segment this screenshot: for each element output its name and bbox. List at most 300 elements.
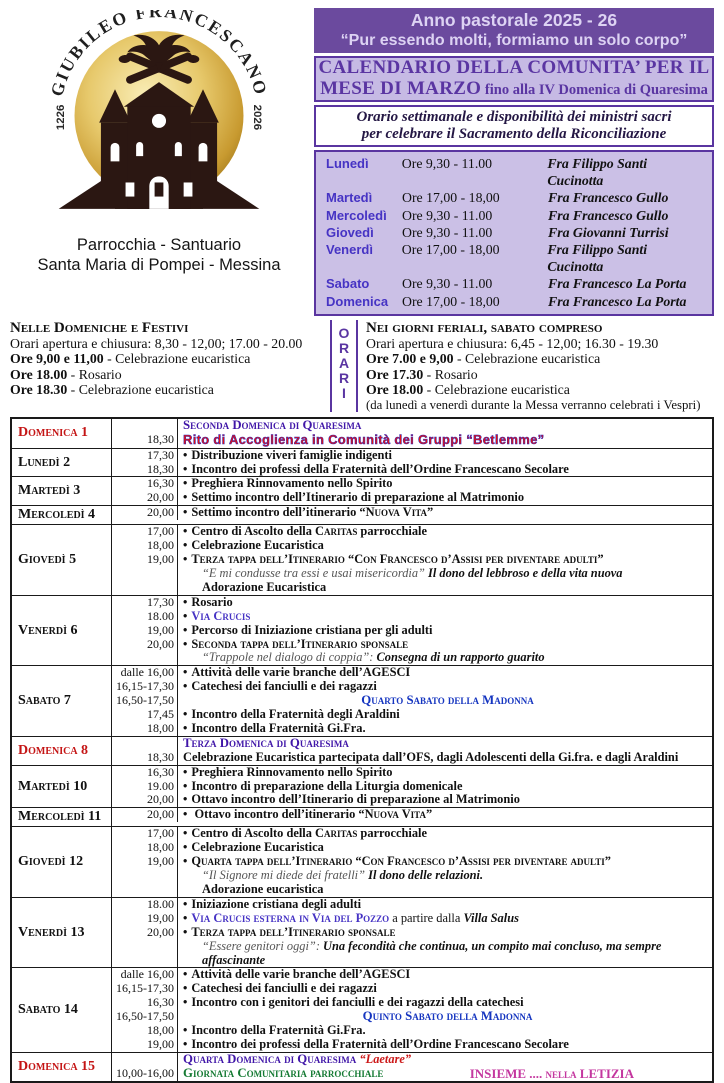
bullet-icon: • — [183, 1023, 188, 1038]
calendar-text: ” — [427, 505, 434, 520]
calendar-text: Preghiera Rinnovamento nello Spirito — [191, 476, 393, 491]
calendar-line — [112, 722, 712, 736]
calendar-line — [112, 449, 712, 463]
confession-heading — [314, 105, 714, 147]
bullet-icon: • — [183, 707, 188, 722]
calendar-text: Attività delle varie branche dell’AGESCI — [191, 967, 411, 982]
calendar-text: Centro di Ascolto della — [191, 524, 316, 539]
calendar-text: Villa Salus — [463, 910, 519, 925]
hours-line — [10, 336, 330, 352]
calendar-events — [178, 855, 712, 869]
calendar-text: Rosario — [191, 594, 233, 609]
calendar-time — [112, 869, 178, 883]
calendar-day: Domenica 1 — [12, 419, 112, 448]
calendar-day: Domenica 15 — [12, 1053, 112, 1081]
hours-text: - Celebrazione eucaristica — [103, 351, 251, 367]
confession-friar: Fra Francesco Gullo — [548, 207, 669, 223]
logo-block — [10, 8, 308, 316]
logo-year-right: 2026 — [251, 104, 264, 131]
calendar-line — [112, 567, 712, 581]
confession-day: Mercoledì — [326, 207, 387, 223]
calendar-lines — [112, 477, 712, 505]
calendar-line — [112, 982, 712, 996]
calendar-events — [178, 477, 712, 491]
calendar-line — [112, 539, 712, 553]
calendar-title-suffix: fino alla IV Domenica di Quaresima — [481, 81, 708, 98]
calendar-text: Attività delle varie branche dell’AGESCI — [191, 665, 411, 680]
calendar-time: 18,00 — [112, 841, 178, 855]
calendar-text: a partire dalla — [389, 910, 464, 925]
calendar-line — [112, 996, 712, 1010]
bullet-icon: • — [183, 594, 188, 609]
calendar-events — [178, 968, 712, 982]
bullet-icon: • — [183, 778, 188, 793]
calendar-row — [12, 525, 712, 596]
calendar-text: Seconda tappa dell’Itinerario sponsale — [191, 636, 409, 651]
calendar-day: Lunedì 2 — [12, 449, 112, 477]
calendar-text: Distribuzione viveri famiglie indigenti — [191, 447, 392, 462]
confession-day: Lunedì — [326, 156, 369, 171]
calendar-time: 19.00 — [112, 780, 178, 794]
calendar-time: 20,00 — [112, 926, 178, 940]
logo-arc-text: GIUBILEO FRANCESCANO — [46, 10, 272, 99]
calendar-time: 17,00 — [112, 525, 178, 539]
bullet-icon: • — [183, 476, 188, 491]
calendar-line — [112, 737, 712, 751]
bullet-icon: • — [183, 792, 188, 807]
bullet-icon: • — [183, 461, 188, 476]
bullet-icon: • — [183, 447, 188, 462]
confession-time: Ore 17,00 - 18,00 — [402, 293, 500, 309]
calendar-line — [112, 666, 712, 680]
calendar-events — [178, 883, 712, 897]
calendar-time — [112, 651, 178, 665]
confession-day: Martedì — [326, 190, 373, 206]
calendar-row — [12, 968, 712, 1052]
bullet-icon: • — [183, 896, 188, 911]
calendar-lines — [112, 808, 712, 826]
confession-row — [326, 207, 706, 224]
calendar-events — [178, 638, 712, 652]
calendar-text: Iniziazione cristiana degli adulti — [191, 896, 362, 911]
hours-time: Ore 18.30 — [10, 382, 68, 398]
calendar-line — [112, 808, 712, 822]
bullet-icon: • — [183, 636, 188, 651]
confession-day: Domenica — [326, 293, 389, 309]
confession-friar: Fra Filippo Santi Cucinotta — [547, 242, 648, 275]
hours-weekdays-title: Nei giorni feriali, sabato compreso — [366, 319, 603, 336]
calendar-day: Martedì 3 — [12, 477, 112, 505]
calendar-time: 19,00 — [112, 912, 178, 926]
confession-friar: Fra Francesco Gullo — [548, 190, 669, 206]
calendar-row — [12, 666, 712, 737]
orari-letter: R — [338, 369, 350, 386]
bullet-icon: • — [183, 910, 188, 925]
calendar-day: Sabato 7 — [12, 666, 112, 736]
calendar-text: Catechesi dei fanciulli e dei ragazzi — [191, 679, 377, 694]
calendar-line — [112, 694, 712, 708]
calendar-line — [112, 898, 712, 912]
calendar-events — [178, 996, 712, 1010]
calendar-line — [112, 827, 712, 841]
bullet-icon: • — [183, 1036, 188, 1051]
calendar-time — [112, 581, 178, 595]
calendar-text: Incontro dei professi della Fraternità dell’Ordine Francescano Secolare — [191, 461, 569, 476]
calendar-time: 17,00 — [112, 827, 178, 841]
calendar-time: 20,00 — [112, 638, 178, 652]
orari-letter: O — [338, 324, 350, 341]
bullet-icon: • — [183, 764, 188, 779]
calendar-row — [12, 898, 712, 969]
confession-row — [326, 189, 706, 206]
hours-time: Ore 18.00 — [10, 366, 68, 382]
calendar-time: 20,00 — [112, 793, 178, 807]
calendar-time: 17,30 — [112, 449, 178, 463]
calendar-title-line2 — [318, 79, 710, 101]
calendar-line — [112, 680, 712, 694]
calendar-time: 16,50-17,50 — [112, 694, 178, 708]
calendar-row — [12, 596, 712, 667]
calendar-line — [112, 419, 712, 433]
calendar-events — [178, 869, 712, 883]
calendar-time — [112, 567, 178, 581]
calendar-line — [112, 624, 712, 638]
calendar-events — [178, 751, 712, 765]
calendar-title-line1: CALENDARIO DELLA COMUNITA’ PER IL — [318, 57, 710, 78]
calendar-time: 20,00 — [112, 808, 178, 822]
bullet-icon: • — [183, 854, 188, 869]
calendar-text: Consegna di un rapporto guarito — [376, 650, 545, 665]
calendar-line — [112, 855, 712, 869]
hours-text: - Rosario — [423, 366, 478, 382]
hours-weekdays-lines — [366, 336, 714, 398]
calendar-row — [12, 1053, 712, 1081]
calendar-lines — [112, 766, 712, 808]
calendar-time — [112, 419, 178, 433]
calendar-time: 19,00 — [112, 624, 178, 638]
calendar-line — [112, 869, 712, 883]
hours-text: Orari apertura e chiusura: 8,30 - 12,00; 17.00 - 20.00 — [10, 335, 303, 351]
hours-sundays-title: Nelle Domeniche e Festivi — [10, 319, 189, 336]
calendar-time: 19,00 — [112, 1038, 178, 1052]
bullet-icon: • — [183, 622, 188, 637]
calendar-row — [12, 766, 712, 809]
calendar-events — [178, 506, 712, 520]
calendar-events — [178, 708, 712, 722]
calendar-text: Celebrazione Eucaristica — [191, 538, 324, 553]
calendar-events — [178, 827, 712, 841]
calendar-events — [178, 808, 712, 822]
calendar-time: 18.00 — [112, 898, 178, 912]
calendar-time: 19,00 — [112, 855, 178, 869]
bullet-icon: • — [183, 720, 188, 735]
calendar-time: 17,45 — [112, 708, 178, 722]
calendar-text: Terza tappa dell’Itinerario “Con Francesco d’Assisi per diventare adulti” — [191, 552, 604, 567]
calendar-line — [112, 596, 712, 610]
confession-friar: Fra Filippo Santi Cucinotta — [547, 156, 648, 189]
calendar-events — [178, 793, 712, 807]
calendar-text: parrocchiale — [357, 524, 427, 539]
calendar-day: Mercoledì 11 — [12, 808, 112, 826]
calendar-day: Sabato 14 — [12, 968, 112, 1051]
calendar-events — [178, 737, 712, 751]
calendar-time: 20,00 — [112, 491, 178, 505]
confession-friar: Fra Francesco La Porta — [548, 293, 687, 309]
calendar-row — [12, 808, 712, 827]
calendar-table — [10, 417, 714, 1083]
calendar-line — [112, 968, 712, 982]
calendar-time: 16,30 — [112, 766, 178, 780]
confession-row — [326, 224, 706, 241]
calendar-time — [112, 737, 178, 751]
calendar-text: Via Crucis esterna in Via del Pozzo — [191, 910, 390, 925]
calendar-events — [178, 624, 712, 638]
banner-line2: “Pur essendo molti, formiamo un solo corpo” — [340, 32, 688, 49]
calendar-text: parrocchiale — [357, 826, 427, 841]
calendar-events — [178, 1053, 712, 1067]
calendar-line — [112, 638, 712, 652]
calendar-events — [178, 841, 712, 855]
confession-day: Sabato — [326, 276, 370, 292]
calendar-time: dalle 16,00 — [112, 968, 178, 982]
calendar-line — [112, 940, 712, 968]
confession-heading-line1: Orario settimanale e disponibilità dei ministri sacri — [356, 109, 672, 125]
calendar-text: Incontro della Fraternità Gi.Fra. — [191, 720, 366, 735]
org-name-line1: Parrocchia - Santuario — [76, 236, 242, 254]
calendar-text: Nuova Vita — [365, 505, 428, 520]
bullet-icon: • — [183, 807, 188, 822]
calendar-time: 18,00 — [112, 1024, 178, 1038]
calendar-events — [178, 419, 712, 433]
calendar-events — [178, 463, 712, 477]
calendar-day: Giovedì 5 — [12, 525, 112, 595]
hours-text: - Celebrazione eucaristica — [67, 382, 214, 398]
calendar-lines — [112, 898, 712, 968]
hours-weekdays-note: (da lunedì a venerdì durante la Messa verranno celebrati i Vespri) — [366, 397, 701, 412]
hours-line — [366, 382, 714, 398]
hours-weekdays — [358, 320, 714, 412]
bullet-icon: • — [183, 538, 188, 553]
calendar-text: Preghiera Rinnovamento nello Spirito — [191, 764, 393, 779]
calendar-line — [112, 581, 712, 595]
confession-friar: Fra Francesco La Porta — [548, 276, 687, 292]
calendar-text: Celebrazione Eucaristica partecipata dall’OFS, dagli Adolescenti della Gi.fra. e dagli Araldini — [183, 749, 679, 764]
hours-sundays — [10, 320, 330, 412]
calendar-time: 16,15-17,30 — [112, 982, 178, 996]
orari-letter: I — [342, 384, 346, 401]
confession-heading-line2: per celebrare il Sacramento della Riconciliazione — [361, 126, 667, 142]
calendar-text: Adorazione Eucaristica — [202, 579, 327, 594]
calendar-line — [112, 1067, 712, 1081]
calendar-line — [112, 477, 712, 491]
calendar-text: Incontro con i genitori dei fanciulli e dei ragazzi della catechesi — [191, 995, 524, 1010]
calendar-line — [112, 883, 712, 897]
bullet-icon: • — [183, 840, 188, 855]
calendar-time: 18,00 — [112, 722, 178, 736]
calendar-text: Percorso di Iniziazione cristiana per gli adulti — [191, 622, 433, 637]
bullet-icon: • — [183, 490, 188, 505]
calendar-events — [178, 581, 712, 595]
calendar-text: Il dono delle relazioni. — [368, 868, 484, 883]
calendar-lines — [112, 449, 712, 477]
calendar-time: 18.00 — [112, 610, 178, 624]
calendar-time: dalle 16,00 — [112, 666, 178, 680]
calendar-text: Catechesi dei fanciulli e dei ragazzi — [191, 981, 377, 996]
calendar-time: 19,00 — [112, 553, 178, 567]
bullet-icon: • — [183, 552, 188, 567]
calendar-events — [178, 766, 712, 780]
hours-time: Ore 17.30 — [366, 366, 424, 382]
calendar-text: Incontro di preparazione della Liturgia domenicale — [191, 778, 463, 793]
calendar-line — [112, 1053, 712, 1067]
calendar-text: Ottavo incontro dell’itinerario “ — [191, 807, 365, 822]
calendar-time: 17,30 — [112, 596, 178, 610]
orari-letter: R — [338, 339, 350, 356]
calendar-text: Caritas — [315, 524, 358, 539]
bullet-icon: • — [183, 524, 188, 539]
confession-time: Ore 17,00 - 18,00 — [402, 190, 500, 206]
confession-row — [326, 241, 706, 275]
calendar-text: Ottavo incontro dell’Itinerario di preparazione al Matrimonio — [191, 792, 520, 807]
hours-sundays-lines — [10, 336, 330, 398]
orari-label — [330, 320, 358, 412]
calendar-lines — [112, 1053, 712, 1081]
calendar-events — [178, 1024, 712, 1038]
calendar-events — [178, 680, 712, 694]
opening-hours-band — [10, 320, 714, 412]
calendar-row — [12, 449, 712, 478]
header-column — [314, 8, 714, 316]
calendar-text: “Il Signore mi diede dei fratelli” — [202, 868, 369, 883]
hours-time: Ore 7.00 e 9,00 — [366, 351, 454, 367]
confession-time: Ore 9,30 - 11.00 — [402, 207, 493, 223]
calendar-text: ” — [426, 807, 433, 822]
confession-time: Ore 9,30 - 11.00 — [402, 276, 493, 292]
calendar-text: Nuova Vita — [364, 807, 427, 822]
calendar-events — [178, 567, 712, 581]
calendar-time: 16,30 — [112, 996, 178, 1010]
calendar-line — [112, 751, 712, 765]
calendar-line — [112, 1024, 712, 1038]
calendar-line — [112, 1010, 712, 1024]
bullet-icon: • — [183, 505, 188, 520]
pastoral-year-banner — [314, 8, 714, 53]
calendar-line — [112, 1038, 712, 1052]
calendar-lines — [112, 827, 712, 897]
jubilee-logo — [26, 10, 292, 230]
calendar-title-box — [314, 56, 714, 102]
calendar-text: Rito di Accoglienza in Comunità dei Gruppi “Betlemme” — [183, 431, 545, 447]
hours-time: Ore 9,00 e 11,00 — [10, 351, 104, 367]
calendar-text: Caritas — [315, 826, 358, 841]
calendar-text: Seconda Domenica di Quaresima — [183, 417, 362, 432]
calendar-day: Martedì 10 — [12, 766, 112, 808]
calendar-events — [178, 1010, 712, 1024]
calendar-row — [12, 419, 712, 449]
calendar-events — [178, 722, 712, 736]
bullet-icon: • — [183, 826, 188, 841]
calendar-line — [112, 610, 712, 624]
hours-time: Ore 18.00 — [366, 382, 424, 398]
calendar-line — [112, 506, 712, 520]
orari-letter: A — [338, 354, 350, 371]
calendar-text — [183, 1067, 383, 1081]
calendar-day: Giovedì 12 — [12, 827, 112, 897]
calendar-time: 18,00 — [112, 539, 178, 553]
calendar-time: 18,30 — [112, 463, 178, 477]
calendar-events — [178, 491, 712, 505]
calendar-events — [178, 651, 712, 665]
calendar-text: Quarto Sabato della Madonna — [361, 693, 534, 708]
calendar-text: Via Crucis — [191, 608, 251, 623]
calendar-line — [112, 912, 712, 926]
hours-text: - Celebrazione eucaristica — [453, 351, 601, 367]
bullet-icon: • — [183, 665, 188, 680]
calendar-line — [112, 651, 712, 665]
calendar-text: “Essere genitori oggi”: — [202, 938, 324, 953]
confession-friar: Fra Giovanni Turrisi — [548, 224, 669, 240]
calendar-time: 18,30 — [112, 433, 178, 448]
confession-time: Ore 9,30 - 11.00 — [401, 156, 493, 171]
calendar-text: Settimo incontro dell’Itinerario di preparazione al Matrimonio — [191, 490, 525, 505]
calendar-text: “Laetare” — [359, 1051, 412, 1066]
calendar-events — [178, 912, 712, 926]
calendar-events — [178, 553, 712, 567]
calendar-text: Quarta tappa dell’Itinerario “Con Francesco d’Assisi per diventare adulti” — [191, 854, 611, 869]
calendar-text: Il dono del lebbroso e della vita nuova — [428, 565, 623, 580]
bullet-icon: • — [183, 995, 188, 1010]
calendar-day: Venerdì 6 — [12, 596, 112, 666]
calendar-time — [112, 883, 178, 897]
calendar-lines — [112, 666, 712, 736]
hours-line — [366, 351, 714, 367]
hours-text: - Celebrazione eucaristica — [423, 382, 570, 398]
calendar-day: Mercoledì 4 — [12, 506, 112, 524]
calendar-time — [112, 1053, 178, 1067]
calendar-events — [178, 780, 712, 794]
calendar-text: Quarta Domenica di Quaresima — [183, 1051, 360, 1066]
calendar-day: Domenica 8 — [12, 737, 112, 765]
calendar-line — [112, 463, 712, 477]
calendar-text: Giornata Comunitaria parrocchiale — [183, 1065, 384, 1080]
calendar-row — [12, 506, 712, 525]
calendar-lines — [112, 525, 712, 595]
confession-time: Ore 17,00 - 18,00 — [401, 242, 500, 258]
confession-table — [314, 150, 714, 316]
calendar-row — [12, 827, 712, 898]
calendar-text: Settimo incontro dell’itinerario “ — [191, 505, 366, 520]
calendar-title-month: MESE DI MARZO — [320, 77, 482, 99]
confession-row — [326, 293, 706, 310]
calendar-events — [178, 898, 712, 912]
calendar-time: 16,30 — [112, 477, 178, 491]
hours-line — [366, 367, 714, 383]
calendar-events — [178, 449, 712, 463]
hours-text: Orari apertura e chiusura: 6,45 - 12,00; 16.30 - 19.30 — [366, 335, 659, 351]
calendar-events — [178, 539, 712, 553]
bullet-icon: • — [183, 924, 188, 939]
calendar-time — [112, 940, 178, 968]
calendar-line — [112, 926, 712, 940]
calendar-lines — [112, 737, 712, 765]
bullet-icon: • — [183, 967, 188, 982]
calendar-events — [178, 926, 712, 940]
hours-text: - Rosario — [67, 366, 122, 382]
calendar-row — [12, 477, 712, 506]
calendar-lines — [112, 968, 712, 1051]
hours-line — [10, 382, 330, 398]
hours-line — [366, 336, 714, 352]
